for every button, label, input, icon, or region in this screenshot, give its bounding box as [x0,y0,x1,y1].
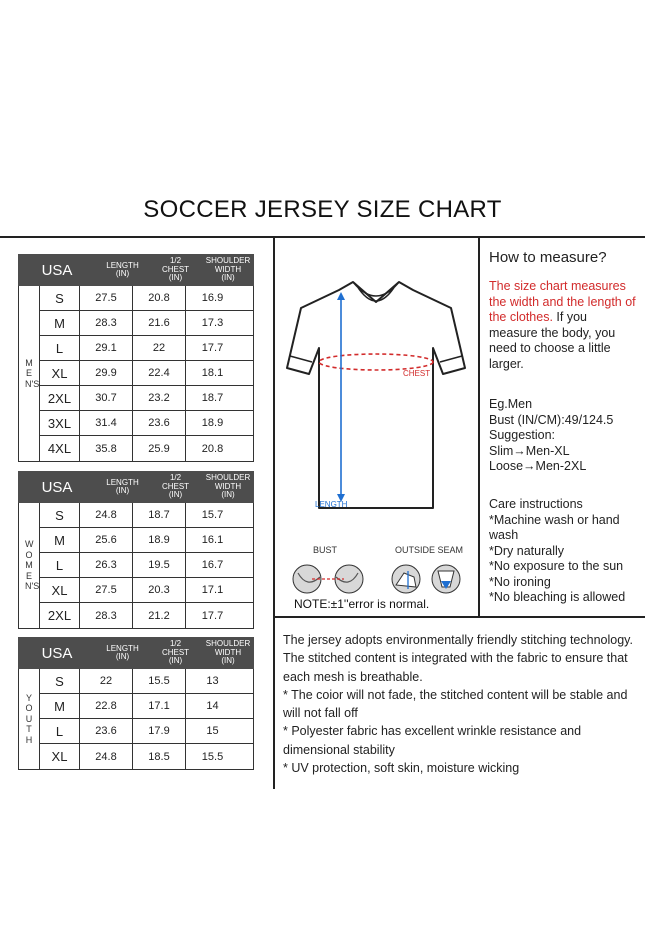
length-label: LENGTH [315,500,348,509]
chest-cell: 22.4 [133,361,186,385]
length-cell: 22.8 [80,694,133,718]
size-cell: XL [40,361,80,385]
length-cell: 23.6 [80,719,133,743]
length-cell: 26.3 [80,553,133,577]
chest-label: CHEST [403,369,431,378]
chest-header: 1/2 CHEST (IN) [161,256,190,283]
shoulder-header: SHOULDER WIDTH (IN) [205,473,251,500]
table-row [40,694,253,719]
description-bullet: * UV protection, soft skin, moisture wicking [283,761,520,776]
womens-side-label: WOMEN'S [19,503,40,628]
length-cell: 27.5 [80,286,133,310]
shoulder-cell: 17.7 [201,342,224,354]
length-cell: 30.7 [80,386,133,410]
shoulder-cell: 18.1 [201,367,224,379]
care-instructions [489,497,639,606]
chest-cell: 17.9 [133,719,186,743]
size-cell: 2XL [40,386,80,410]
table-row [40,436,253,461]
example-line: Loose→Men-2XL [489,459,587,473]
size-cell: S [40,669,80,693]
length-header: LENGTH (IN) [106,260,139,278]
shoulder-cell: 16.9 [201,292,224,304]
chest-header: 1/2 CHEST (IN) [161,639,190,666]
measure-note: If you measure the body, you need to choose a little larger. [489,310,616,371]
chest-cell: 23.2 [133,386,186,410]
shoulder-cell: 17.3 [201,317,224,329]
length-cell: 35.8 [80,436,133,461]
error-note: NOTE:±1''error is normal. [294,597,430,611]
size-cell: 4XL [40,436,80,461]
care-item: *No ironing [489,574,551,589]
usa-header: USA [41,478,73,496]
chest-cell: 22 [133,336,186,360]
example-block [489,397,639,475]
chest-cell: 20.8 [133,286,186,310]
top-divider [0,236,645,238]
youth-size-table [18,637,254,770]
table-row [40,603,253,628]
table-row [40,744,253,769]
size-cell: L [40,553,80,577]
size-cell: XL [40,578,80,602]
chest-header: 1/2 CHEST (IN) [161,473,190,500]
example-line: Eg.Men [489,397,533,411]
shoulder-cell: 15 [206,725,219,737]
shoulder-cell: 20.8 [201,442,224,455]
table-row [40,286,253,311]
size-cell: M [40,528,80,552]
table-header [18,254,254,286]
mens-size-table [18,254,254,462]
womens-size-table [18,471,254,629]
description-bullet: * Polyester fabric has excellent wrinkle resistance and dimensional stability [283,724,582,757]
youth-side-label: YOUTH [19,669,40,769]
shoulder-cell: 17.7 [201,609,224,622]
measure-note-red: The size chart measures the width and the length of the clothes. [489,279,636,324]
chest-cell: 17.1 [133,694,186,718]
shoulder-cell: 16.1 [201,534,224,546]
usa-header: USA [41,261,73,279]
outside-seam-label: OUTSIDE SEAM [395,545,464,555]
chest-cell: 25.9 [133,436,186,461]
measure-icons [290,561,470,597]
length-cell: 29.1 [80,336,133,360]
length-cell: 28.3 [80,311,133,335]
chest-cell: 18.7 [133,503,186,527]
table-row [40,361,253,386]
measure-explanation [489,279,639,372]
care-item: *No exposure to the sun [489,559,624,573]
table-row [40,669,253,694]
size-cell: L [40,336,80,360]
bust-label: BUST [313,545,338,555]
table-row [40,411,253,436]
jersey-outline [287,282,465,508]
chest-cell: 18.5 [133,744,186,769]
table-row [40,503,253,528]
length-cell: 29.9 [80,361,133,385]
chest-cell: 19.5 [133,553,186,577]
length-header: LENGTH (IN) [106,643,139,661]
example-line: Slim→Men-XL [489,443,570,458]
size-cell: XL [40,744,80,769]
length-cell: 24.8 [80,744,133,769]
shoulder-cell: 13 [206,675,219,687]
table-header [18,637,254,669]
shoulder-header: SHOULDER WIDTH (IN) [205,639,251,666]
table-row [40,719,253,744]
size-cell: L [40,719,80,743]
chest-cell: 21.6 [133,311,186,335]
size-cell: M [40,694,80,718]
table-row [40,386,253,411]
size-cell: S [40,503,80,527]
length-header: LENGTH (IN) [106,477,139,495]
bust-icon [293,565,363,593]
table-row [40,528,253,553]
length-cell: 22 [80,669,133,693]
shoulder-cell: 18.7 [201,392,224,404]
shoulder-cell: 15.5 [201,750,224,763]
length-cell: 28.3 [80,603,133,628]
size-cell: 2XL [40,603,80,628]
middle-divider [273,616,645,618]
size-cell: 3XL [40,411,80,435]
chest-cell: 21.2 [133,603,186,628]
product-description [283,631,638,777]
table-row [40,336,253,361]
shoulder-cell: 18.9 [201,417,224,429]
chest-cell: 15.5 [133,669,186,693]
usa-header: USA [41,644,73,662]
size-cell: M [40,311,80,335]
description-bullet: * The coior will not fade, the stitched content will be stable and will not fall off [283,687,628,721]
chest-cell: 20.3 [133,578,186,602]
length-cell: 25.6 [80,528,133,552]
chest-cell: 18.9 [133,528,186,552]
size-cell: S [40,286,80,310]
chest-cell: 23.6 [133,411,186,435]
page-title: SOCCER JERSEY SIZE CHART [143,196,502,223]
mens-side-label: MEN'S [19,286,40,461]
care-item: *No bleaching is allowed [489,590,626,604]
shoulder-cell: 15.7 [201,509,224,521]
length-cell: 31.4 [80,411,133,435]
left-column-divider [273,236,275,789]
shoulder-cell: 17.1 [201,584,224,596]
shoulder-cell: 14 [206,700,219,712]
shoulder-header: SHOULDER WIDTH (IN) [205,256,251,283]
example-line: Bust (IN/CM):49/124.5 [489,412,614,427]
care-heading: Care instructions [489,497,583,511]
description-paragraph: The jersey adopts environmentally friendly stitching technology. The stitched content is integrated with the fabric to ensure that each mesh is breathable. [283,633,633,684]
table-header [18,471,254,503]
length-cell: 24.8 [80,503,133,527]
right-column-divider [478,236,480,617]
outside-seam-icon [392,565,460,593]
length-cell: 27.5 [80,578,133,602]
jersey-diagram [281,276,471,516]
table-row [40,311,253,336]
shoulder-cell: 16.7 [201,559,224,571]
example-line: Suggestion: [489,428,556,442]
table-row [40,553,253,578]
care-item: *Machine wash or hand wash [489,512,620,542]
how-to-measure-heading: How to measure? [489,249,607,266]
care-item: *Dry naturally [489,543,565,558]
table-row [40,578,253,603]
